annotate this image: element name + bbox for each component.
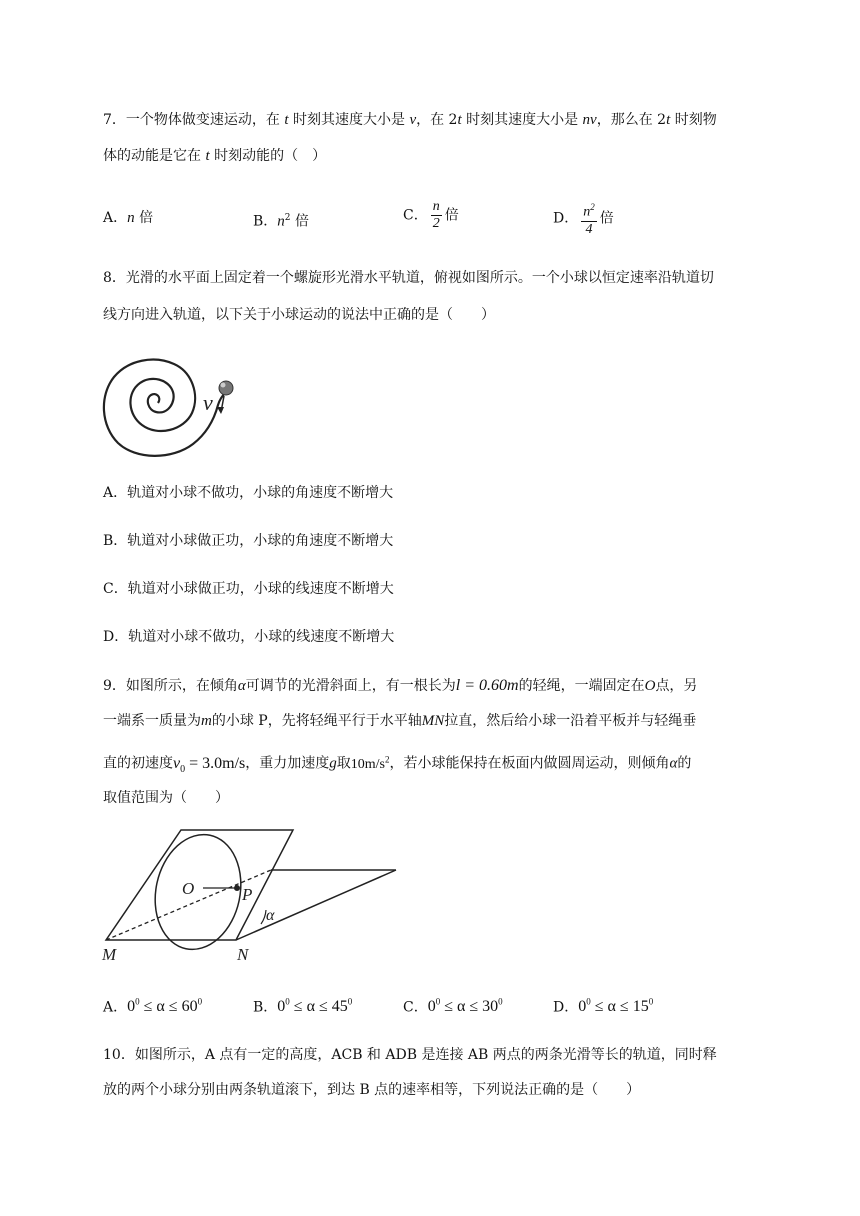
fraction: $\frac{n^2}{4}$ (581, 199, 597, 238)
q8-option-b: B．轨道对小球做正功，小球的角速度不断增大 (103, 533, 394, 549)
q9-stem-line3: 直的初速度$v_0 = 3.0m/s$，重力加速度g取$10m/s^2$，若小球能保持在板面内做圆周运动，则倾角α的 (103, 754, 692, 775)
q8-option-c: C．轨道对小球做正功，小球的线速度不断增大 (103, 581, 394, 597)
fraction: $\frac{n}{2}$ (432, 199, 440, 231)
q10-stem-line2: 放的两个小球分别由两条轨道滚下，到达 B 点的速率相等，下列说法正确的是（ ） (103, 1082, 641, 1098)
label-m: M (102, 945, 117, 964)
base-line (236, 870, 396, 940)
q9-option-c: C．$0^0 \le \alpha \le 30^0$ (403, 997, 503, 1016)
q8-option-a: A．轨道对小球不做功，小球的角速度不断增大 (103, 485, 394, 501)
q7-option-a: A．n 倍 (103, 210, 154, 226)
label-n: N (237, 945, 249, 964)
q9-option-d: D．$0^0 \le \alpha \le 15^0$ (553, 997, 654, 1016)
ball-highlight (221, 383, 226, 388)
q7-stem-line1: 7．一个物体做变速运动，在 t 时刻其速度大小是 v，在 2t 时刻其速度大小是 nv，那么在 2t 时刻物 (103, 112, 717, 128)
incline-plane (106, 830, 293, 940)
velocity-label: v (203, 390, 213, 415)
q7-option-c: C． $\frac{n}{2}$ 倍 (403, 199, 459, 231)
label-alpha: α (266, 907, 275, 924)
q9-stem-line1: 9．如图所示，在倾角α可调节的光滑斜面上，有一根长为l = 0.60m的轻绳，一端固定在O点，另 (103, 677, 698, 694)
q10-stem-line1: 10．如图所示，A 点有一定的高度，ACB 和 ADB 是连接 AB 两点的两条光滑等长的轨道，同时释 (103, 1047, 717, 1063)
spiral-track-figure (96, 350, 246, 460)
q8-option-d: D．轨道对小球不做功，小球的线速度不断增大 (103, 629, 395, 645)
q8-stem-line2: 线方向进入轨道，以下关于小球运动的说法中正确的是（ ） (103, 307, 495, 323)
ball (219, 381, 233, 395)
q8-stem-line1: 8．光滑的水平面上固定着一个螺旋形光滑水平轨道，俯视如图所示。一个小球以恒定速率沿轨道切 (103, 270, 714, 286)
q7-option-b: B．$n^2$ 倍 (253, 213, 309, 230)
label-o: O (182, 879, 195, 898)
label-p: P (242, 885, 253, 904)
incline-plane-figure (96, 822, 406, 967)
q9-stem-line4: 取值范围为（ ） (103, 790, 229, 806)
q9-stem-line2: 一端系一质量为m的小球 P，先将轻绳平行于水平轴MN拉直，然后给小球一沿着平板并与轻绳垂 (103, 713, 697, 729)
q9-option-b: B．$0^0 \le \alpha \le 45^0$ (253, 997, 353, 1016)
ball-p (234, 885, 240, 891)
circular-path (145, 827, 251, 958)
q9-option-a: A．$0^0 \le \alpha \le 60^0$ (103, 997, 203, 1016)
q7-stem-line2: 体的动能是它在 t 时刻动能的（ ） (103, 148, 327, 164)
arrow-head-icon (217, 407, 224, 414)
q7-option-d: D． $\frac{n^2}{4}$ 倍 (553, 199, 614, 238)
